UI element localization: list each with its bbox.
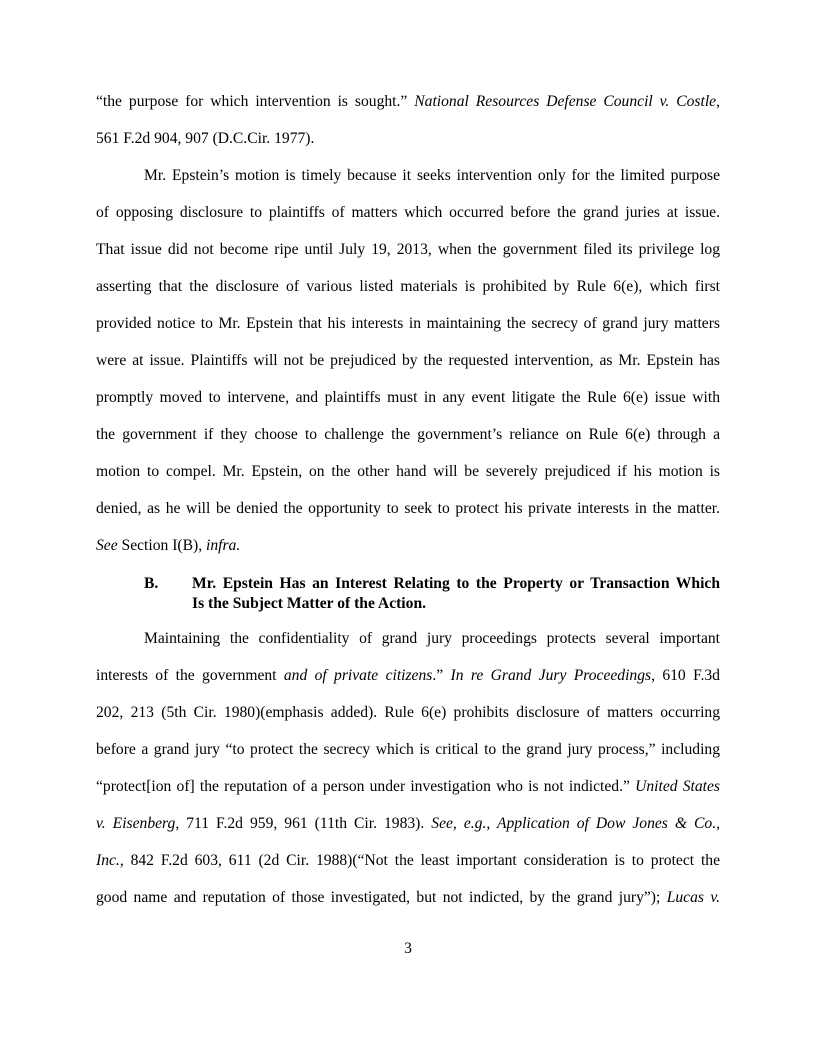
paragraph-3-line-1: Maintaining the confidentiality of grand jury proceedings protects several important [144, 630, 720, 647]
case-citation-grand-jury: In re Grand Jury Proceedings [450, 667, 652, 684]
page-number: 3 [404, 940, 412, 957]
paragraph-3-line-3: 202, 213 (5th Cir. 1980)(emphasis added). Rule 6(e) prohibits disclosure of matters occurring [96, 704, 720, 721]
paragraph-2-line-3: That issue did not become ripe until July 19, 2013, when the government filed its privilege log [96, 241, 720, 258]
section-heading-line-2: Is the Subject Matter of the Action. [192, 595, 427, 612]
paragraph-2-line-6: were at issue. Plaintiffs will not be prejudiced by the requested intervention, as Mr. Epstein has [96, 352, 720, 369]
case-citation-costle: National Resources Defense Council v. Costle [414, 93, 717, 110]
paragraph-3-line-2: interests of the government and of private citizens.” In re Grand Jury Proceedings, 610 F.3d [96, 667, 720, 684]
paragraph-2-line-4: asserting that the disclosure of various listed materials is prohibited by Rule 6(e), which first [96, 278, 720, 295]
paragraph-2-line-7: promptly moved to intervene, and plaintiffs must in any event litigate the Rule 6(e) issue with [96, 389, 720, 406]
paragraph-2-line-2: of opposing disclosure to plaintiffs of matters which occurred before the grand juries at issue. [96, 204, 720, 221]
section-heading-line-1: Mr. Epstein Has an Interest Relating to the Property or Transaction Which [192, 575, 720, 592]
case-citation-lucas: Lucas v. [666, 889, 720, 906]
paragraph-1-line-2: 561 F.2d 904, 907 (D.C.Cir. 1977). [96, 130, 315, 147]
paragraph-3-line-7: Inc., 842 F.2d 603, 611 (2d Cir. 1988)(“Not the least important consideration is to protect the [96, 852, 720, 869]
section-letter: B. [144, 575, 159, 592]
paragraph-2-line-10: denied, as he will be denied the opportunity to seek to protect his private interests in the matter. [96, 500, 720, 517]
paragraph-2-line-8: the government if they choose to challenge the government’s reliance on Rule 6(e) through a [96, 426, 720, 443]
paragraph-3-line-6: v. Eisenberg, 711 F.2d 959, 961 (11th Cir. 1983). See, e.g., Application of Dow Jones & Co., [96, 815, 721, 832]
paragraph-2-line-1: Mr. Epstein’s motion is timely because it seeks intervention only for the limited purpose [144, 167, 720, 184]
paragraph-3-line-4: before a grand jury “to protect the secrecy which is critical to the grand jury process,” including [96, 741, 720, 758]
paragraph-1-line-1: “the purpose for which intervention is sought.” National Resources Defense Council v. Costle, [96, 93, 720, 110]
case-citation-eisenberg: v. Eisenberg [96, 815, 176, 832]
paragraph-3-line-5: “protect[ion of] the reputation of a person under investigation who is not indicted.” United States [96, 778, 720, 795]
case-citation-dow-jones: See, e.g., Application of Dow Jones & Co., [431, 815, 721, 832]
paragraph-2-line-11: See Section I(B), infra. [96, 537, 241, 554]
paragraph-2-line-5: provided notice to Mr. Epstein that his interests in maintaining the secrecy of grand jury matters [96, 315, 720, 332]
paragraph-2-line-9: motion to compel. Mr. Epstein, on the other hand will be severely prejudiced if his motion is [96, 463, 720, 480]
paragraph-3-line-8: good name and reputation of those investigated, but not indicted, by the grand jury”); Lucas v. [96, 889, 720, 906]
